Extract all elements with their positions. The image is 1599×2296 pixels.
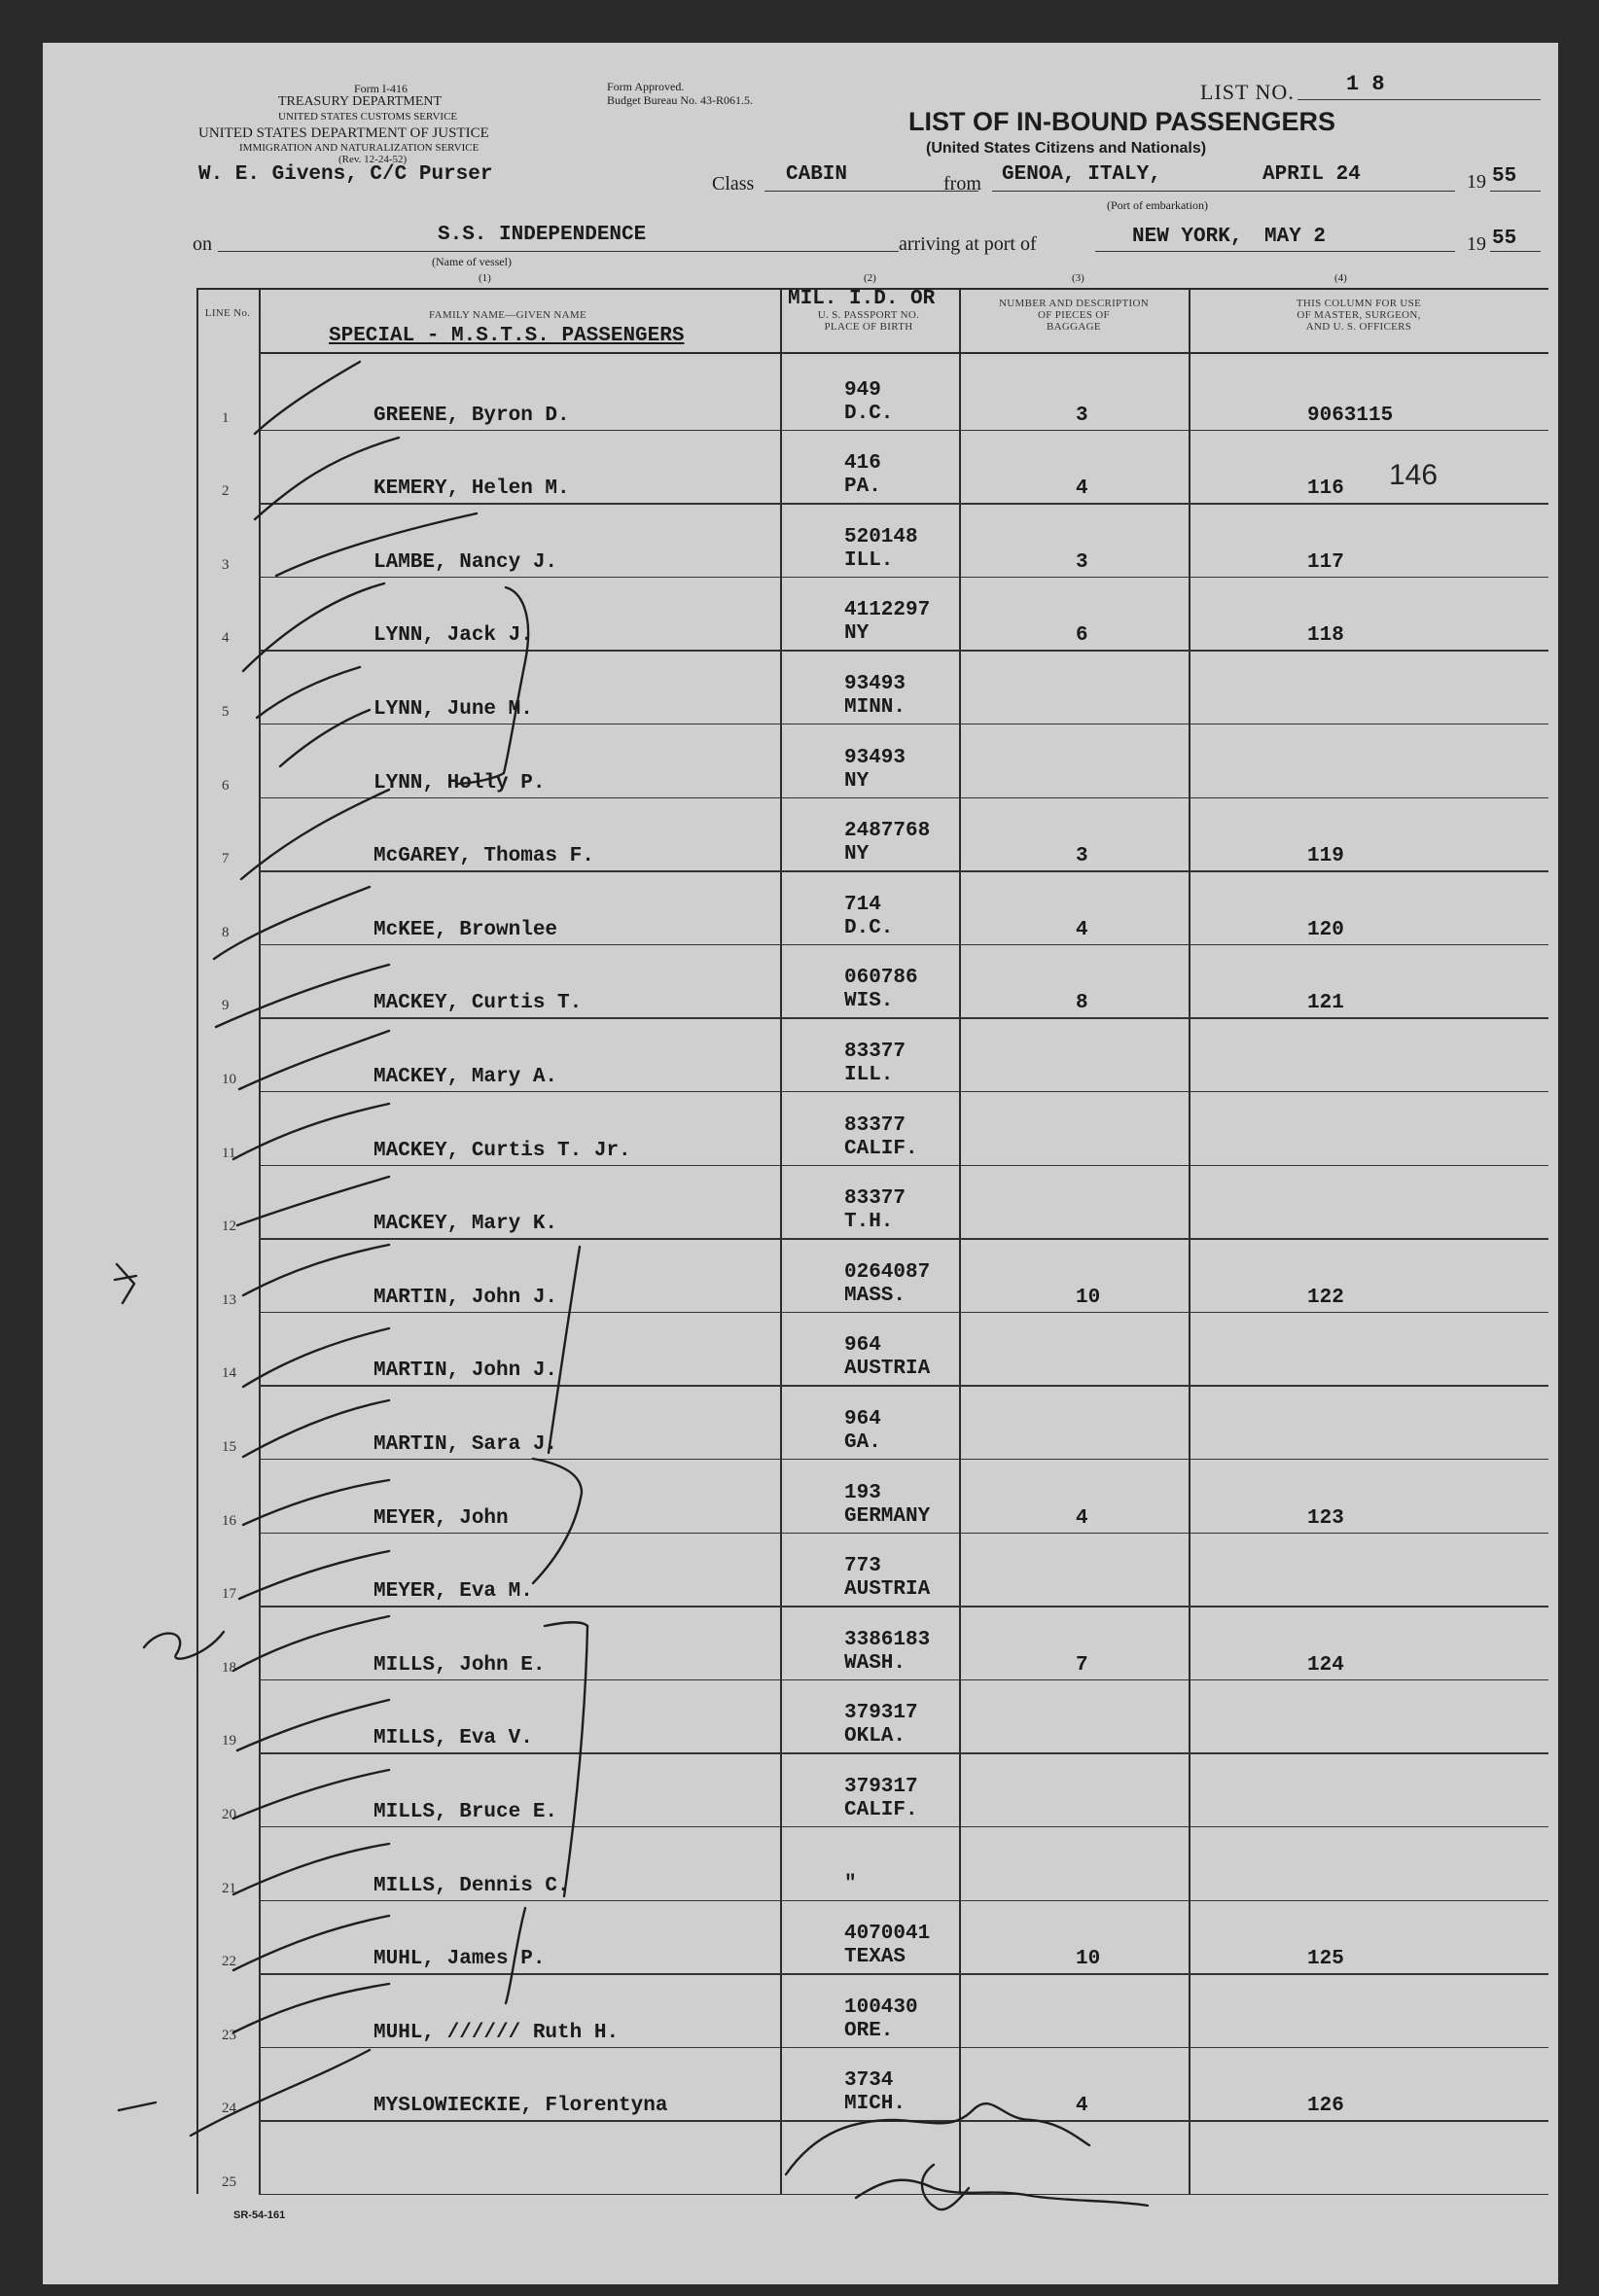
passport-number: 83377 bbox=[844, 1113, 906, 1137]
officer-entry: 119 bbox=[1307, 845, 1344, 868]
vessel-underline bbox=[218, 251, 899, 252]
table-row bbox=[196, 1607, 1558, 1681]
birth-place: ILL. bbox=[844, 1063, 894, 1086]
manifest-page bbox=[43, 43, 1558, 2284]
passenger-name: KEMERY, Helen M. bbox=[373, 477, 570, 501]
form-approved: Form Approved. bbox=[607, 80, 685, 93]
from-date: APRIL 24 bbox=[1262, 163, 1361, 186]
birth-place: AUSTRIA bbox=[844, 1358, 931, 1381]
birth-place: NY bbox=[844, 622, 870, 646]
table-row bbox=[196, 505, 1558, 579]
table-row bbox=[196, 799, 1558, 873]
passport-number: 93493 bbox=[844, 746, 906, 769]
table-row bbox=[196, 432, 1558, 506]
birth-place: CALIF. bbox=[844, 1137, 918, 1160]
budget-bureau: Budget Bureau No. 43-R061.5. bbox=[607, 93, 753, 107]
table-row bbox=[196, 946, 1558, 1020]
birth-place: NY bbox=[844, 769, 870, 793]
arrival-port: NEW YORK, bbox=[1132, 226, 1243, 248]
baggage-count: 3 bbox=[1076, 404, 1088, 427]
baggage-count: 10 bbox=[1076, 1948, 1101, 1971]
passport-number: 4070041 bbox=[844, 1923, 931, 1946]
passenger-name: MACKEY, Curtis T. Jr. bbox=[373, 1139, 631, 1162]
officer-entry: 120 bbox=[1307, 918, 1344, 941]
arrival-year: 55 bbox=[1492, 228, 1517, 250]
table-row bbox=[196, 1754, 1558, 1828]
baggage-header-1: NUMBER AND DESCRIPTION bbox=[999, 298, 1149, 309]
table-row bbox=[196, 872, 1558, 946]
passenger-name: LAMBE, Nancy J. bbox=[373, 550, 558, 574]
birth-place: MASS. bbox=[844, 1284, 906, 1307]
passenger-name: MILLS, Bruce E. bbox=[373, 1800, 558, 1823]
line-number: 15 bbox=[222, 1438, 236, 1455]
table-row bbox=[196, 1828, 1558, 1902]
passenger-name: MILLS, John E. bbox=[373, 1653, 546, 1677]
birth-place: " bbox=[844, 1872, 857, 1895]
passenger-name: MEYER, Eva M. bbox=[373, 1580, 533, 1604]
birth-place: WASH. bbox=[844, 1651, 906, 1675]
line-number: 3 bbox=[222, 556, 230, 573]
passport-number: 379317 bbox=[844, 1775, 918, 1798]
from-year-prefix: 19 bbox=[1467, 171, 1486, 193]
table-row bbox=[196, 725, 1558, 799]
baggage-count: 7 bbox=[1076, 1653, 1088, 1677]
column-number-2: (2) bbox=[864, 272, 876, 284]
officers-header-3: AND U. S. OFFICERS bbox=[1305, 321, 1412, 333]
line-number: 19 bbox=[222, 1733, 236, 1749]
justice-heading: UNITED STATES DEPARTMENT OF JUSTICE bbox=[198, 125, 489, 141]
list-no-underline bbox=[1297, 99, 1541, 100]
customs-heading: UNITED STATES CUSTOMS SERVICE bbox=[278, 111, 458, 123]
officer-entry: 121 bbox=[1307, 992, 1344, 1015]
line-number: 17 bbox=[222, 1586, 236, 1603]
passport-header: U. S. PASSPORT NO. bbox=[817, 309, 920, 321]
baggage-count: 4 bbox=[1076, 1506, 1088, 1530]
passport-number: 4112297 bbox=[844, 599, 931, 622]
passport-number: 416 bbox=[844, 452, 881, 476]
from-port: GENOA, ITALY, bbox=[1002, 163, 1161, 186]
arrival-year-prefix: 19 bbox=[1467, 233, 1486, 255]
row-divider bbox=[259, 2194, 1548, 2196]
birth-place: OKLA. bbox=[844, 1725, 906, 1748]
from-year: 55 bbox=[1492, 165, 1517, 188]
passport-number: 100430 bbox=[844, 1996, 918, 2019]
officers-header-2: OF MASTER, SURGEON, bbox=[1297, 309, 1421, 321]
passport-number: 0264087 bbox=[844, 1260, 931, 1284]
officer-entry: 123 bbox=[1307, 1506, 1344, 1530]
column-number-4: (4) bbox=[1334, 272, 1347, 284]
passenger-name: MACKEY, Mary K. bbox=[373, 1213, 558, 1236]
line-number: 14 bbox=[222, 1365, 236, 1382]
header-divider bbox=[259, 352, 1548, 354]
table-row bbox=[196, 652, 1558, 725]
passport-number: 964 bbox=[844, 1407, 881, 1431]
birth-place: ILL. bbox=[844, 548, 894, 572]
passenger-name: MILLS, Dennis C. bbox=[373, 1874, 570, 1897]
line-number: 22 bbox=[222, 1954, 236, 1970]
arrival-date: MAY 2 bbox=[1264, 226, 1327, 248]
baggage-count: 10 bbox=[1076, 1286, 1101, 1309]
list-no: 1 8 bbox=[1346, 72, 1385, 96]
passenger-name: LYNN, June M. bbox=[373, 697, 533, 721]
birth-place: PA. bbox=[844, 476, 881, 499]
baggage-count: 8 bbox=[1076, 992, 1088, 1015]
birth-place: NY bbox=[844, 843, 870, 866]
birth-place: D.C. bbox=[844, 402, 894, 425]
revision: (Rev. 12-24-52) bbox=[338, 154, 408, 165]
line-number: 7 bbox=[222, 851, 230, 867]
ins-heading: IMMIGRATION AND NATURALIZATION SERVICE bbox=[239, 142, 480, 154]
line-no-header: LINE No. bbox=[204, 307, 251, 319]
name-column-header: FAMILY NAME—GIVEN NAME bbox=[429, 309, 586, 321]
officer-entry: 9063115 bbox=[1307, 404, 1394, 427]
passenger-name: MUHL, James P. bbox=[373, 1948, 546, 1971]
baggage-count: 4 bbox=[1076, 2095, 1088, 2118]
table-row bbox=[196, 2049, 1558, 2123]
from-underline bbox=[992, 191, 1455, 192]
passport-number: 3734 bbox=[844, 2069, 894, 2093]
page-title: LIST OF IN-BOUND PASSENGERS bbox=[908, 107, 1336, 136]
from-year-underline bbox=[1490, 191, 1541, 192]
passport-number: 83377 bbox=[844, 1040, 906, 1063]
passport-number: 714 bbox=[844, 893, 881, 916]
passenger-name: McKEE, Brownlee bbox=[373, 918, 558, 941]
officer-entry: 118 bbox=[1307, 624, 1344, 648]
table-row bbox=[196, 2122, 1558, 2196]
line-number: 18 bbox=[222, 1659, 236, 1676]
table-row bbox=[196, 1167, 1558, 1241]
birth-place: T.H. bbox=[844, 1211, 894, 1234]
officer-entry: 117 bbox=[1307, 550, 1344, 574]
passport-number: 3386183 bbox=[844, 1628, 931, 1651]
table-row bbox=[196, 1535, 1558, 1608]
table-row bbox=[196, 1314, 1558, 1388]
passenger-name: MARTIN, John J. bbox=[373, 1360, 558, 1383]
line-number: 23 bbox=[222, 2027, 236, 2043]
birth-place: MICH. bbox=[844, 2093, 906, 2116]
table-row bbox=[196, 358, 1558, 432]
arriving-label: arriving at port of bbox=[899, 233, 1037, 255]
baggage-header-2: OF PIECES OF bbox=[1038, 309, 1110, 321]
line-number: 6 bbox=[222, 777, 230, 794]
officer-entry: 122 bbox=[1307, 1286, 1344, 1309]
line-number: 9 bbox=[222, 998, 230, 1014]
table-row bbox=[196, 579, 1558, 653]
passenger-name: MACKEY, Mary A. bbox=[373, 1065, 558, 1088]
table-row bbox=[196, 1681, 1558, 1755]
line-number: 13 bbox=[222, 1291, 236, 1308]
birth-place: D.C. bbox=[844, 916, 894, 939]
officers-header-1: THIS COLUMN FOR USE bbox=[1296, 298, 1422, 309]
birth-place: CALIF. bbox=[844, 1798, 918, 1821]
class-label: Class bbox=[712, 173, 755, 194]
passport-number: 520148 bbox=[844, 525, 918, 548]
passenger-name: LYNN, Jack J. bbox=[373, 624, 533, 648]
signer-name: W. E. Givens, C/C Purser bbox=[198, 163, 493, 186]
passport-number: 2487768 bbox=[844, 820, 931, 843]
line-number: 8 bbox=[222, 924, 230, 940]
line-number: 4 bbox=[222, 630, 230, 647]
table-row bbox=[196, 1093, 1558, 1167]
id-column-header: MIL. I.D. OR bbox=[788, 288, 936, 310]
passenger-name: LYNN, Holly P. bbox=[373, 771, 546, 795]
column-number-3: (3) bbox=[1072, 272, 1084, 284]
treasury-heading: TREASURY DEPARTMENT bbox=[278, 94, 443, 109]
line-number: 10 bbox=[222, 1071, 236, 1087]
vessel-name: S.S. INDEPENDENCE bbox=[438, 224, 647, 246]
passenger-name: MACKEY, Curtis T. bbox=[373, 992, 583, 1015]
passenger-name: MEYER, John bbox=[373, 1506, 509, 1530]
birth-place: GERMANY bbox=[844, 1504, 931, 1528]
line-number: 25 bbox=[222, 2173, 236, 2190]
birth-place: GA. bbox=[844, 1431, 881, 1454]
baggage-count: 4 bbox=[1076, 477, 1088, 501]
passport-number: 060786 bbox=[844, 967, 918, 990]
name-column-subheader: SPECIAL - M.S.T.S. PASSENGERS bbox=[329, 325, 685, 347]
birth-place: WIS. bbox=[844, 990, 894, 1013]
passenger-table bbox=[196, 288, 1558, 2243]
form-number: Form I-416 bbox=[354, 82, 408, 95]
baggage-count: 4 bbox=[1076, 918, 1088, 941]
line-number: 16 bbox=[222, 1512, 236, 1529]
table-row bbox=[196, 1240, 1558, 1314]
line-number: 20 bbox=[222, 1806, 236, 1822]
line-number: 24 bbox=[222, 2101, 236, 2117]
birth-place: ORE. bbox=[844, 2019, 894, 2042]
officer-entry: 116 bbox=[1307, 477, 1344, 501]
passenger-name: MYSLOWIECKIE, Florentyna bbox=[373, 2095, 668, 2118]
passport-number: 773 bbox=[844, 1555, 881, 1578]
passport-number: 83377 bbox=[844, 1187, 906, 1211]
passenger-name: McGAREY, Thomas F. bbox=[373, 845, 594, 868]
passport-number: 93493 bbox=[844, 672, 906, 695]
passenger-name: MILLS, Eva V. bbox=[373, 1727, 533, 1750]
port-caption: (Port of embarkation) bbox=[1107, 198, 1208, 212]
line-number: 12 bbox=[222, 1219, 236, 1235]
class-value: CABIN bbox=[786, 163, 848, 186]
passenger-name: MARTIN, Sara J. bbox=[373, 1432, 558, 1456]
officer-entry: 126 bbox=[1307, 2095, 1344, 2118]
page-subtitle: (United States Citizens and Nationals) bbox=[926, 140, 1207, 157]
line-number: 1 bbox=[222, 409, 230, 426]
arrival-year-underline bbox=[1490, 251, 1541, 252]
arrival-underline bbox=[1095, 251, 1455, 252]
line-number: 5 bbox=[222, 703, 230, 720]
passport-number: 964 bbox=[844, 1334, 881, 1358]
birth-place: AUSTRIA bbox=[844, 1578, 931, 1602]
passenger-name: MARTIN, John J. bbox=[373, 1286, 558, 1309]
table-row bbox=[196, 1461, 1558, 1535]
list-no-label: LIST NO. bbox=[1200, 80, 1295, 104]
line-number: 11 bbox=[222, 1145, 236, 1161]
birth-place: TEXAS bbox=[844, 1946, 906, 1969]
line-number: 2 bbox=[222, 483, 230, 500]
handwritten-number: 146 bbox=[1389, 459, 1439, 491]
passport-number: 379317 bbox=[844, 1702, 918, 1725]
table-row bbox=[196, 1019, 1558, 1093]
vessel-caption: (Name of vessel) bbox=[432, 255, 512, 268]
on-label: on bbox=[193, 233, 212, 255]
from-label: from bbox=[943, 173, 981, 194]
baggage-count: 3 bbox=[1076, 845, 1088, 868]
passenger-name: MUHL, ////// Ruth H. bbox=[373, 2021, 620, 2044]
birth-place: MINN. bbox=[844, 695, 906, 719]
table-row bbox=[196, 1387, 1558, 1461]
footer-form-code: SR-54-161 bbox=[233, 2209, 286, 2221]
column-number-1: (1) bbox=[479, 272, 491, 284]
baggage-count: 3 bbox=[1076, 550, 1088, 574]
passport-number: 193 bbox=[844, 1481, 881, 1504]
line-number: 21 bbox=[222, 1880, 236, 1896]
passenger-name: GREENE, Byron D. bbox=[373, 404, 570, 427]
passport-number: 949 bbox=[844, 378, 881, 402]
birth-place-header: PLACE OF BIRTH bbox=[824, 321, 913, 333]
baggage-header-3: BAGGAGE bbox=[1047, 321, 1101, 333]
table-row bbox=[196, 1975, 1558, 2049]
officer-entry: 125 bbox=[1307, 1948, 1344, 1971]
baggage-count: 6 bbox=[1076, 624, 1088, 648]
table-row bbox=[196, 1902, 1558, 1976]
officer-entry: 124 bbox=[1307, 1653, 1344, 1677]
